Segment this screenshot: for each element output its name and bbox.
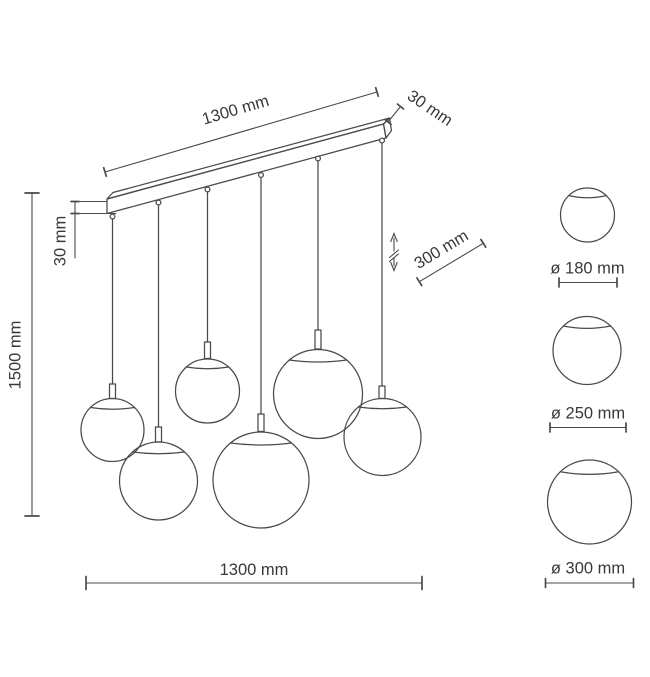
dim-cord-adjustment bbox=[390, 227, 486, 286]
dim-rail-depth-label: 30 mm bbox=[403, 86, 456, 130]
dim-rail-height-label: 30 mm bbox=[51, 215, 70, 267]
dim-tick bbox=[397, 104, 403, 109]
glass-globes bbox=[81, 350, 421, 529]
dim-rail-depth bbox=[385, 87, 456, 130]
reference-globe bbox=[553, 317, 621, 385]
ceiling-rail bbox=[107, 118, 392, 214]
shade-size-250 bbox=[550, 317, 626, 433]
knob bbox=[110, 214, 115, 219]
shade-size-300 bbox=[546, 460, 634, 588]
shade-size-180 bbox=[550, 188, 624, 287]
globe-cap-line bbox=[91, 408, 135, 410]
socket bbox=[315, 330, 321, 349]
dim-tick bbox=[417, 278, 422, 286]
socket bbox=[379, 386, 385, 399]
globe-cap-line bbox=[132, 452, 184, 454]
dim-overall-width bbox=[86, 561, 422, 590]
globe bbox=[213, 432, 309, 528]
globe-cap-line bbox=[569, 196, 606, 198]
reference-globe bbox=[548, 460, 632, 544]
lamp-sockets bbox=[110, 330, 386, 442]
suspension-cords bbox=[113, 143, 383, 427]
socket bbox=[258, 414, 264, 432]
dim-overall-width-label: 1300 mm bbox=[219, 561, 289, 579]
knob bbox=[156, 200, 161, 205]
globe bbox=[274, 350, 363, 439]
rail-front-face bbox=[107, 124, 386, 214]
globe-cap-line bbox=[358, 407, 406, 409]
shade-size-250-label: ø 250 mm bbox=[550, 404, 626, 423]
knob bbox=[205, 187, 210, 192]
globe-cap-line bbox=[289, 360, 346, 362]
socket bbox=[156, 427, 162, 442]
knob bbox=[380, 138, 385, 143]
knob bbox=[316, 156, 321, 161]
dim-rail-height bbox=[52, 202, 117, 267]
dim-rail-length-top-label: 1300 mm bbox=[200, 91, 272, 129]
dim-overall-height-label: 1500 mm bbox=[6, 320, 25, 390]
dim-cord-adjustment-label: 300 mm bbox=[411, 226, 472, 273]
globe bbox=[344, 399, 421, 476]
shade-size-300-label: ø 300 mm bbox=[550, 559, 626, 578]
cord-knobs bbox=[110, 138, 384, 219]
dim-tick bbox=[481, 240, 486, 248]
globe-cap-line bbox=[563, 326, 610, 328]
globe-cap-line bbox=[230, 443, 291, 445]
shade-size-180-label: ø 180 mm bbox=[550, 259, 625, 278]
dim-overall-height bbox=[7, 193, 40, 516]
knob bbox=[259, 173, 264, 178]
socket bbox=[110, 384, 116, 399]
globe-cap-line bbox=[186, 367, 228, 369]
globe-cap-line bbox=[560, 472, 618, 475]
socket bbox=[205, 342, 211, 359]
